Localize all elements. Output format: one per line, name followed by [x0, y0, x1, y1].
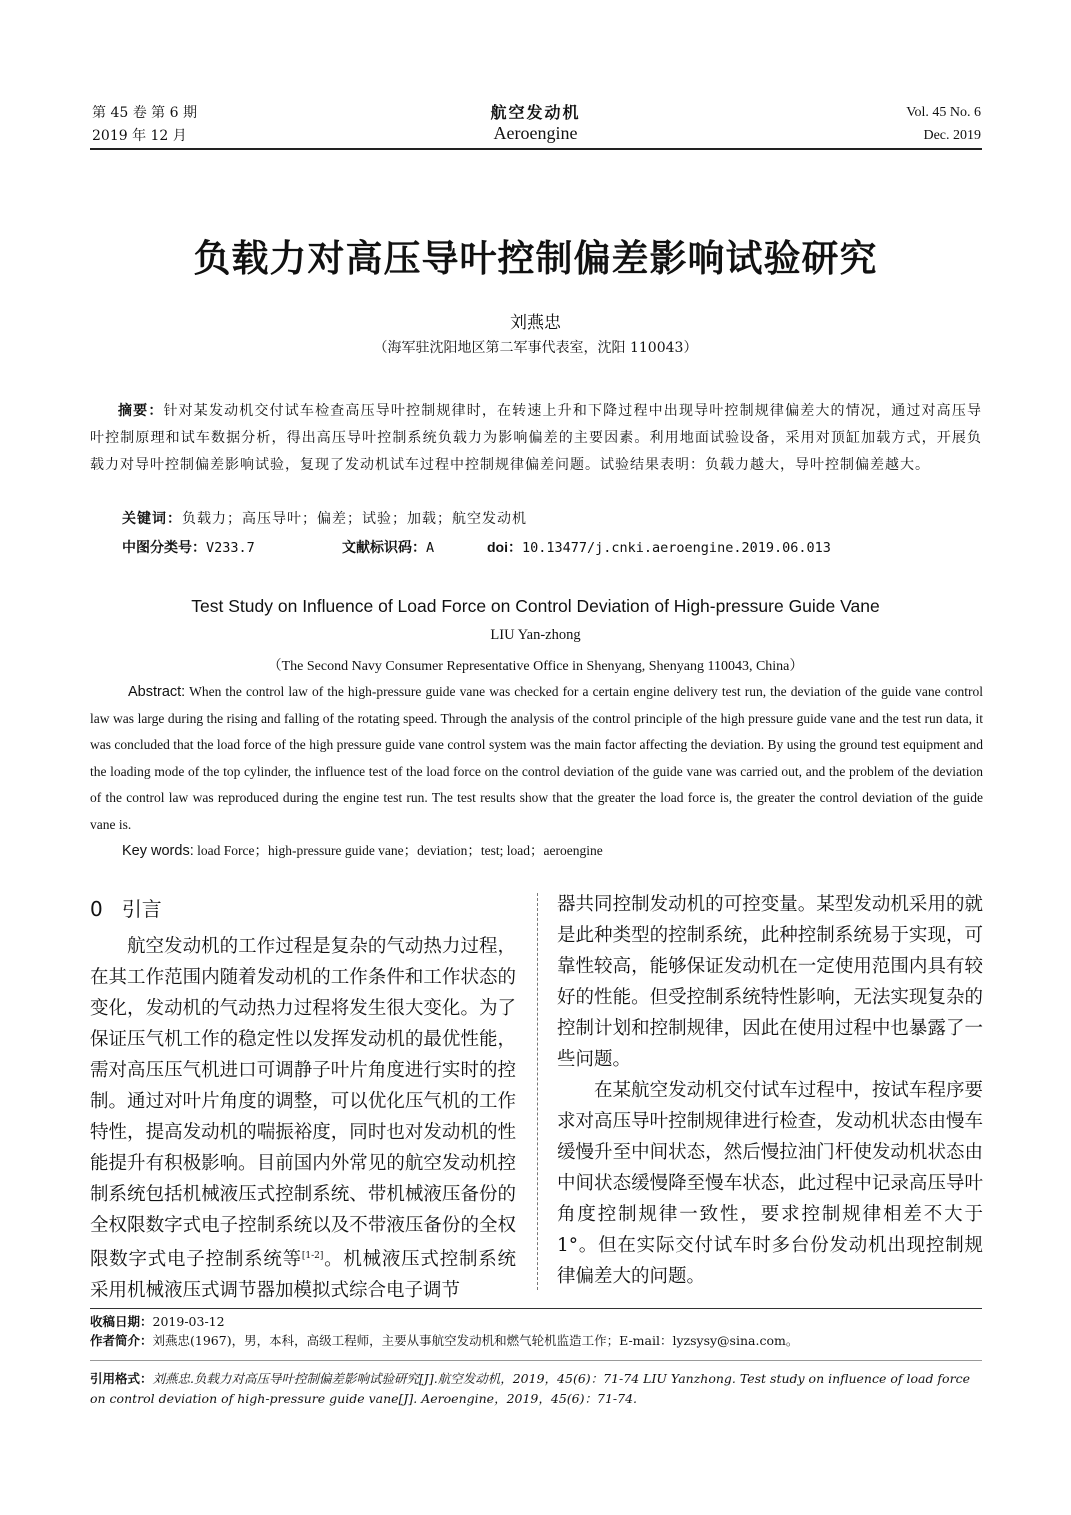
footnote-rule [90, 1308, 982, 1309]
document-code [342, 536, 434, 559]
affiliation: （海军驻沈阳地区第二军事代表室，沈阳 110043） [373, 340, 698, 356]
column-divider [537, 893, 538, 1290]
body-text: 航空发动机的工作过程是复杂的气动热力过程，在其工作范围内随着发动机的工作条件和工作状态的变化，发动机的气动热力过程将发生很大变化。为了保证压气机工作的稳定性以发挥发动机的最优性能，需对高压压气机进口可调静子叶片角度进行实时的控制。通过对叶片角度的调整，可以优化压气机的工作特性，提高发动机的喘振裕度，同时也对发动机的性能提升有积极影响。目前国内外常见的航空发动机控制系统包括机械液压式控制系统、带机械液压备份的全权限数字式电子控制系统以及不带液压备份的全权限数字式电子控制系统等 [90, 936, 516, 1271]
affiliation-en: （The Second Navy Consumer Representative Office in Shenyang, Shenyang 110043, China） [267, 659, 804, 674]
publication-date: 2019 年 12 月 [92, 128, 187, 144]
section-heading [90, 893, 162, 922]
publication-date-en: Dec. 2019 [923, 128, 981, 143]
abstract-en-label: Abstract: [128, 684, 186, 700]
section-title: 引言 [121, 897, 162, 921]
abstract-cn-text: 针对某发动机交付试车检查高压导叶控制规律时，在转速上升和下降过程中出现导叶控制规律偏差大的情况，通过对高压导叶控制原理和试车数据分析，得出高压导叶控制系统负载力为影响偏差的主要因素。利用地面试验设备，采用对顶缸加载方式，开展负载力对导叶控制偏差影响试验，复现了发动机试车过程中控制规律偏差问题。试验结果表明：负载力越大，导叶控制偏差越大。 [90, 403, 982, 473]
doc-code-value: A [426, 540, 435, 556]
doi-label: doi： [487, 539, 522, 555]
journal-name-en: Aeroengine [493, 123, 578, 143]
bio-label: 作者简介： [90, 1334, 153, 1348]
paper-title: 负载力对高压导叶控制偏差影响试验研究 [193, 236, 878, 280]
volume-issue-en: Vol. 45 No. 6 [906, 105, 981, 120]
body-paragraph [90, 931, 516, 1306]
keywords-en-label: Key words: [122, 843, 194, 859]
author-en: LIU Yan-zhong [490, 627, 581, 643]
header-rule [90, 148, 982, 150]
author: 刘燕忠 [510, 313, 561, 333]
cite-value: 刘燕忠.负载力对高压导叶控制偏差影响试验研究[J].航空发动机，2019，45(6)：71-74 LIU Yanzhong. Test study on influence of load force on control deviation of high-pressure guide vane[J]. Aeroengine，2019，45(6)：71-74. [90, 1371, 970, 1406]
clc-label: 中图分类号： [122, 539, 206, 555]
body-text: 。机械液压式控制系统采用机械液压式调节器加模拟式综合电子调节 [90, 1249, 516, 1302]
keywords-cn-text: 负载力；高压导叶；偏差；试验；加载；航空发动机 [182, 511, 527, 527]
keywords-cn-label: 关键词： [122, 510, 182, 526]
keywords-en-text: load Force；high-pressure guide vane；deviation；test; load；aeroengine [197, 843, 603, 858]
doi-value: 10.13477/j.cnki.aeroengine.2019.06.013 [522, 540, 831, 556]
received-label: 收稿日期： [90, 1315, 153, 1329]
abstract-cn-label: 摘要： [118, 402, 164, 418]
author-bio [90, 1331, 982, 1351]
doi [487, 536, 831, 559]
abstract-cn [90, 397, 982, 479]
bio-value: 刘燕忠(1967)，男，本科，高级工程师，主要从事航空发动机和燃气轮机监造工作；E-mail：lyzsysy@sina.com。 [152, 1333, 799, 1348]
section-number: 0 [90, 897, 103, 921]
clc-number [122, 536, 255, 559]
received-value: 2019-03-12 [152, 1314, 225, 1329]
body-paragraph: 器共同控制发动机的可控变量。某型发动机采用的就是此种类型的控制系统，此种控制系统易于实现，可靠性较高，能够保证发动机在一定使用范围内具有较好的性能。但受控制系统特性影响，无法实现复杂的控制计划和控制规律，因此在使用过程中也暴露了一些问题。 [557, 894, 983, 1070]
citation-format [90, 1369, 982, 1409]
volume-issue: 第 45 卷 第 6 期 [92, 105, 197, 121]
journal-name-cn: 航空发动机 [490, 103, 581, 122]
cite-label: 引用格式： [90, 1372, 153, 1386]
body-left-column [90, 931, 516, 1306]
citation-rule [90, 1360, 982, 1361]
body-paragraph: 在某航空发动机交付试车过程中，按试车程序要求对高压导叶控制规律进行检查，发动机状态由慢车缓慢升至中间状态，然后慢拉油门杆使发动机状态由中间状态缓慢降至慢车状态，此过程中记录高压导叶角度控制规律一致性，要求控制规律相差不大于 1°。但在实际交付试车时多台份发动机出现控制规律偏差大的问题。 [557, 1080, 983, 1287]
abstract-en [90, 679, 983, 839]
clc-value: V233.7 [206, 540, 255, 556]
paper-title-en: Test Study on Influence of Load Force on Control Deviation of High-pressure Guide Vane [191, 596, 880, 616]
keywords-en [122, 838, 982, 865]
body-right-column [557, 889, 983, 1292]
citation-ref: [1-2] [301, 1251, 324, 1261]
received-date [90, 1312, 225, 1332]
doc-code-label: 文献标识码： [342, 539, 426, 555]
abstract-en-text: When the control law of the high-pressure guide vane was checked for a certain engine delivery test run, the deviation of the guide vane control law was large during the rising and falling of the rotating speed. Through the analysis of the control principle of the high pressure guide vane and the test run data, it was concluded that the load force of the high pressure guide vane control system was the main factor affecting the deviation. By using the ground test equipment and the loading mode of the top cylinder, the influence test of the load force on the control deviation of the guide vane was carried out, and the problem of the deviation of the control law was reproduced during the engine test run. The test results show that the greater the load force is, the greater the control deviation of the guide vane is. [90, 684, 983, 832]
keywords-cn [122, 505, 982, 533]
